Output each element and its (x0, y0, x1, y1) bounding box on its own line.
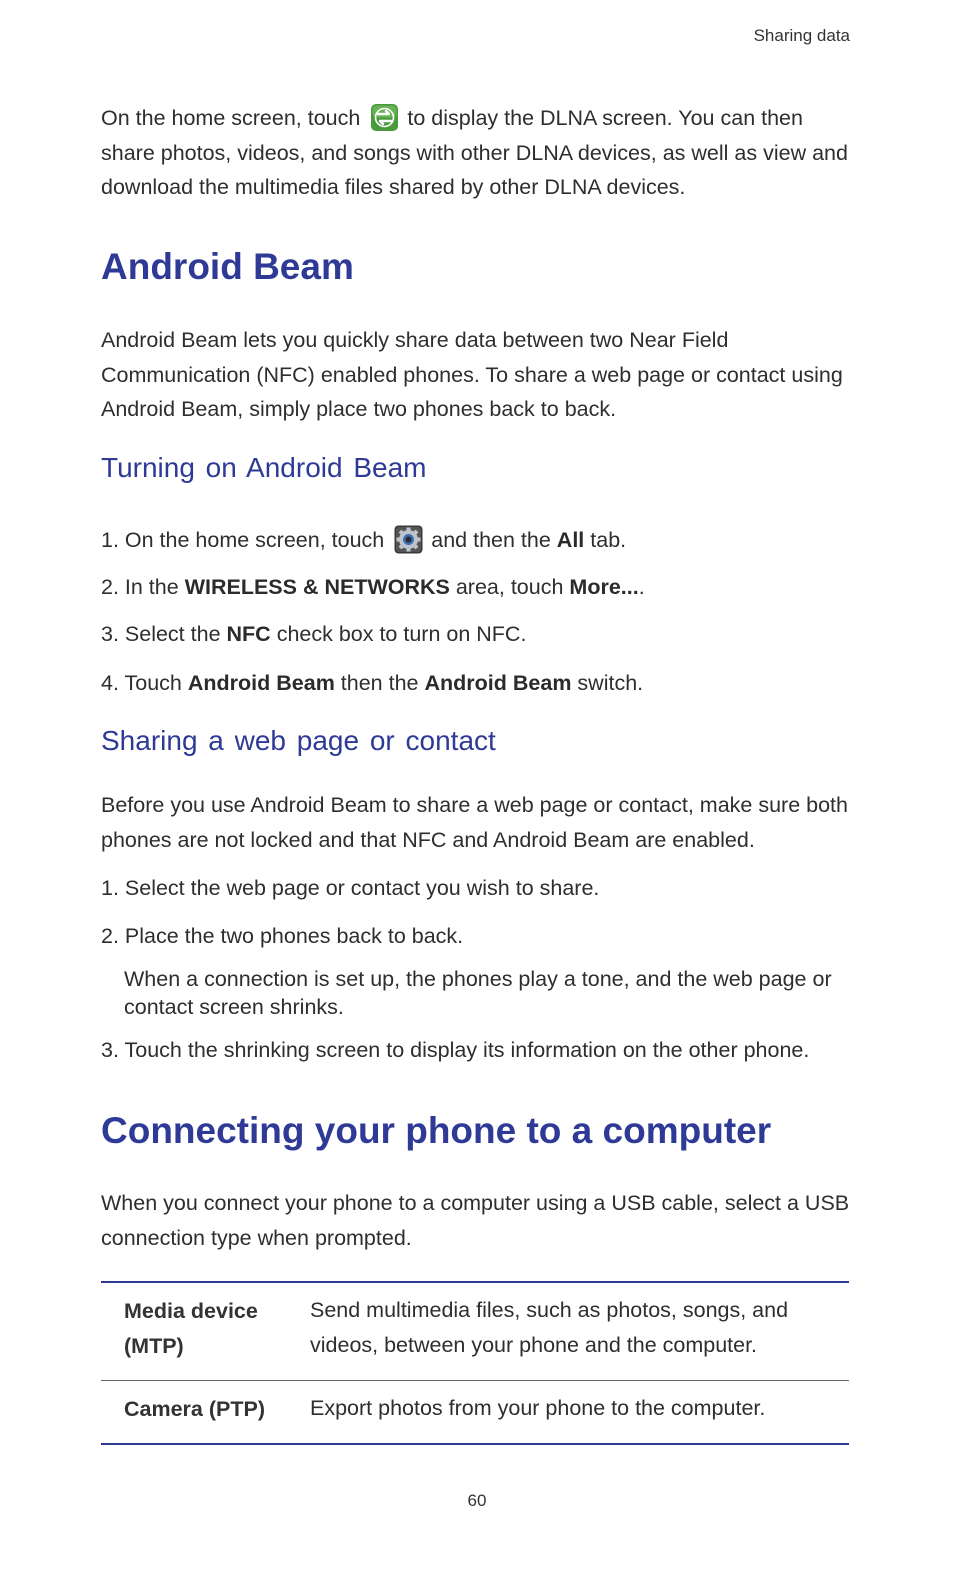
step-text: 2. In the (101, 575, 179, 599)
sharing-step-3: 3. Touch the shrinking screen to display its information on the other phone. (101, 1038, 810, 1062)
android-beam-heading: Android Beam (101, 246, 354, 287)
turning-on-heading: Turning on Android Beam (101, 452, 427, 483)
sharing-step-2: 2. Place the two phones back to back. (101, 924, 464, 948)
intro-before-icon: On the home screen, touch (101, 106, 361, 130)
step-text: 4. Touch (101, 671, 182, 695)
android-beam-description: Android Beam lets you quickly share data between two Near Field Communication (NFC) enabled phones. To share a web page or contact using Android Beam, simply place two phones back to back. (101, 328, 843, 421)
sharing-note: When a connection is set up, the phones play a tone, and the web page or contact screen shrinks. (124, 967, 832, 1019)
step-text: and then the (431, 528, 551, 552)
dlna-icon (370, 103, 399, 132)
settings-gear-icon (394, 525, 423, 554)
intro-paragraph (101, 101, 861, 205)
sharing-heading: Sharing a web page or contact (101, 725, 496, 756)
turning-on-step-2 (101, 573, 871, 601)
all-tab-label: All (556, 528, 585, 552)
table-row-1-key: Media device (MTP) (124, 1299, 258, 1358)
intro-rest: share photos, videos, and songs with other DLNA devices, as well as view and download the multimedia files shared by other DLNA devices. (101, 140, 848, 199)
running-header: Sharing data (753, 26, 850, 45)
table-row-1-value: Send multimedia files, such as photos, songs, and videos, between your phone and the computer. (310, 1298, 789, 1357)
table-row-2-key: Camera (PTP) (124, 1397, 265, 1421)
table-top-rule (101, 1281, 849, 1283)
step-text: switch. (577, 671, 644, 695)
sharing-description: Before you use Android Beam to share a web page or contact, make sure both phones are not locked and that NFC and Android Beam are enabled. (101, 793, 848, 852)
connecting-description: When you connect your phone to a computer using a USB cable, select a USB connection type when prompted. (101, 1191, 850, 1250)
step-text: 1. On the home screen, touch (101, 528, 385, 552)
step-text: tab. (590, 528, 627, 552)
android-beam-switch-label: Android Beam (424, 671, 572, 695)
wireless-networks-label: WIRELESS & NETWORKS (184, 575, 450, 599)
table-row-divider (101, 1380, 849, 1381)
connecting-heading: Connecting your phone to a computer (101, 1110, 772, 1151)
turning-on-step-3 (101, 620, 871, 648)
sharing-step-1: 1. Select the web page or contact you wish to share. (101, 876, 600, 900)
step-text: then the (340, 671, 419, 695)
step-text: 3. Select the (101, 622, 221, 646)
android-beam-label: Android Beam (187, 671, 335, 695)
more-label: More... (569, 575, 639, 599)
turning-on-step-4 (101, 669, 871, 697)
turning-on-step-1 (101, 525, 871, 554)
table-row-2-value: Export photos from your phone to the computer. (310, 1396, 766, 1420)
nfc-label: NFC (226, 622, 271, 646)
table-bottom-rule (101, 1443, 849, 1445)
step-text: area, touch (455, 575, 564, 599)
step-text: . (638, 575, 645, 599)
intro-after-icon: to display the DLNA screen. You can then (407, 106, 803, 130)
step-text: check box to turn on NFC. (276, 622, 527, 646)
page-number: 60 (467, 1491, 487, 1510)
